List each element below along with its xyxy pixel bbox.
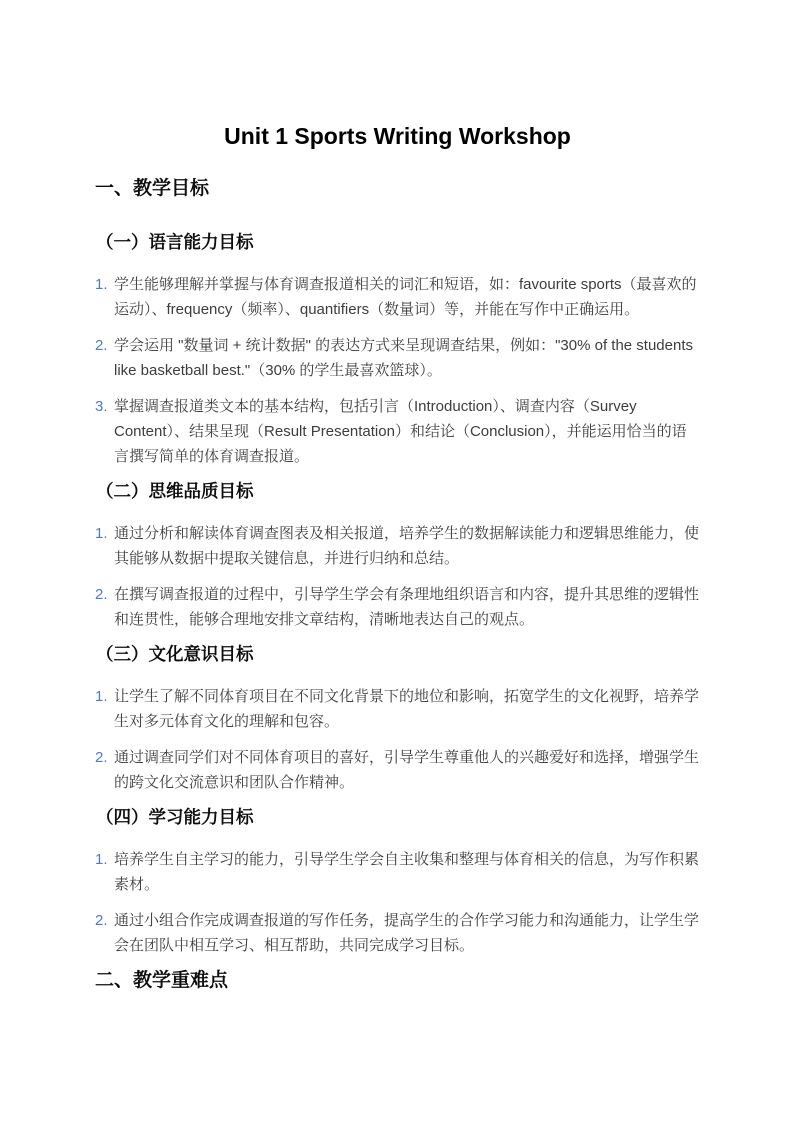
- list-item-text: 让学生了解不同体育项目在不同文化背景下的地位和影响，拓宽学生的文化视野，培养学生对多元体育文化的理解和包容。: [114, 688, 700, 730]
- list-item: [95, 394, 700, 469]
- list-item-number: 3.: [95, 398, 108, 415]
- goal-list-thinking-quality: [95, 521, 700, 632]
- list-item: [95, 847, 700, 897]
- list-item-number: 2.: [95, 337, 108, 354]
- list-item: [95, 745, 700, 795]
- list-item-text: 在撰写调查报道的过程中，引导学生学会有条理地组织语言和内容，提升其思维的逻辑性和连贯性，能够合理地安排文章结构，清晰地表达自己的观点。: [114, 586, 700, 628]
- goal-list-language-ability: [95, 272, 700, 469]
- list-item-text: 通过调查同学们对不同体育项目的喜好，引导学生尊重他人的兴趣爱好和选择，增强学生的跨文化交流意识和团队合作精神。: [114, 749, 700, 791]
- list-item-text: 学会运用 "数量词 + 统计数据" 的表达方式来呈现调查结果，例如："30% of the students like basketball best."（30% 的学生最喜欢篮球）。: [114, 337, 693, 379]
- list-item-text: 学生能够理解并掌握与体育调查报道相关的词汇和短语，如：favourite sports（最喜欢的运动）、frequency（频率）、quantifiers（数量词）等，并能在写作中正确运用。: [114, 276, 697, 318]
- list-item-number: 1.: [95, 688, 108, 705]
- subsection-heading-learning-ability: （四）学习能力目标: [96, 807, 254, 827]
- list-item: [95, 333, 700, 383]
- list-item-number: 2.: [95, 749, 108, 766]
- section-heading-key-difficult-points: 二、教学重难点: [95, 970, 229, 991]
- subsection-heading-language-ability: （一）语言能力目标: [96, 232, 254, 252]
- subsection-heading-thinking-quality: （二）思维品质目标: [96, 481, 254, 501]
- list-item: [95, 908, 700, 958]
- document-title: Unit 1 Sports Writing Workshop: [224, 123, 571, 149]
- list-item: [95, 272, 700, 322]
- list-item-text: 掌握调查报道类文本的基本结构，包括引言（Introduction）、调查内容（Survey Content）、结果呈现（Result Presentation）和结论（Conclusion），并能运用恰当的语言撰写简单的体育调查报道。: [114, 398, 687, 465]
- list-item: [95, 684, 700, 734]
- subsection-heading-cultural-awareness: （三）文化意识目标: [96, 644, 254, 664]
- section-heading-teaching-goals: 一、教学目标: [95, 178, 210, 199]
- list-item-number: 1.: [95, 276, 108, 293]
- list-item-text: 培养学生自主学习的能力，引导学生学会自主收集和整理与体育相关的信息，为写作积累素材。: [114, 851, 700, 893]
- list-item-number: 2.: [95, 586, 108, 603]
- goal-list-learning-ability: [95, 847, 700, 958]
- list-item-text: 通过小组合作完成调查报道的写作任务，提高学生的合作学习能力和沟通能力，让学生学会在团队中相互学习、相互帮助，共同完成学习目标。: [114, 912, 700, 954]
- list-item-number: 1.: [95, 525, 108, 542]
- list-item-number: 2.: [95, 912, 108, 929]
- list-item-number: 1.: [95, 851, 108, 868]
- list-item-text: 通过分析和解读体育调查图表及相关报道，培养学生的数据解读能力和逻辑思维能力，使其能够从数据中提取关键信息，并进行归纳和总结。: [114, 525, 700, 567]
- list-item: [95, 521, 700, 571]
- goal-list-cultural-awareness: [95, 684, 700, 795]
- list-item: [95, 582, 700, 632]
